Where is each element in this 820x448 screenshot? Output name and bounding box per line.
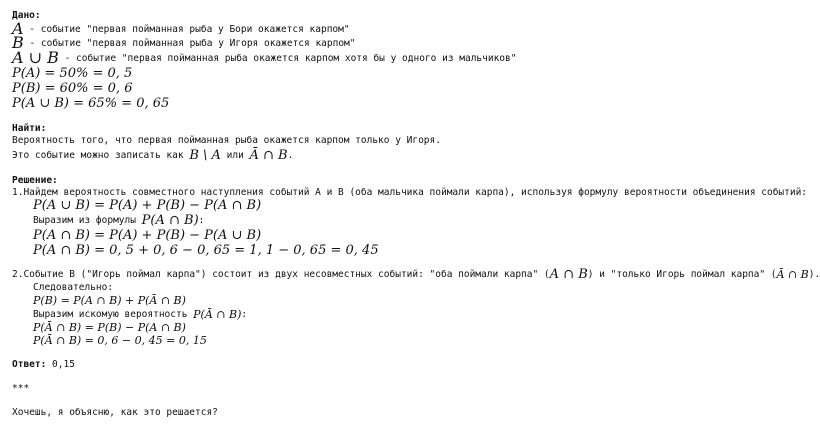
step2-text-a: Событие B ("Игорь поймал карпа") состоит из двух несовместных событий: "оба поймали карпа" ( <box>23 268 550 280</box>
event-a-text: - событие "первая пойманная рыба у Бори окажется карпом" <box>23 23 350 35</box>
step2-number: 2. <box>12 268 24 280</box>
step2-express-expr: P(Ā ∩ B) <box>193 307 242 321</box>
given-prob-a: P(A) = 50% = 0, 5 <box>12 66 133 81</box>
separator: *** <box>12 383 30 394</box>
answer-value: 0,15 <box>46 359 75 370</box>
step1-formula1: P(A ∪ B) = P(A) + P(B) − P(A ∩ B) <box>33 198 262 213</box>
step1-formula3: P(A ∩ B) = 0, 5 + 0, 6 − 0, 65 = 1, 1 − 0, 65 = 0, 45 <box>33 243 379 258</box>
find-line2 <box>12 147 792 163</box>
step1-express-end: : <box>198 215 205 226</box>
event-union-text: - событие "первая пойманная рыба окажется карпом хотя бы у одного из мальчиков" <box>58 52 517 64</box>
find-expr-intersection: Ā ∩ B <box>249 147 288 163</box>
step2-formula3: P(Ā ∩ B) = 0, 6 − 0, 45 = 0, 15 <box>33 334 207 347</box>
given-prob-b: P(B) = 60% = 0, 6 <box>12 81 133 96</box>
step2-expr-a: A ∩ B <box>549 266 588 282</box>
find-expr-difference: B \ A <box>189 147 221 163</box>
given-event-union <box>12 50 792 66</box>
step2-text-b: ) и "только Игорь поймал карпа" ( <box>587 268 777 280</box>
find-line2-text: Это событие можно записать как <box>12 149 190 161</box>
event-b-symbol: B <box>12 33 24 52</box>
given-prob-union: P(A ∪ B) = 65% = 0, 65 <box>12 96 170 111</box>
follow-up-question: Хочешь, я объясню, как это решается? <box>12 407 218 418</box>
step2-formula1: P(B) = P(A ∩ B) + P(Ā ∩ B) <box>33 294 186 307</box>
step1-line <box>12 187 808 198</box>
find-heading: Найти: <box>12 123 47 134</box>
answer-line <box>12 359 792 371</box>
solution-heading: Решение: <box>12 175 58 186</box>
solution-document <box>12 10 820 419</box>
event-a-symbol: A <box>12 19 24 38</box>
step2-hence: Следовательно: <box>33 282 114 293</box>
step1-express <box>33 213 792 228</box>
step2-express-end: : <box>241 308 248 320</box>
step2-express-text: Выразим искомую вероятность <box>33 308 194 320</box>
step2-text-c: ). <box>808 268 820 280</box>
step1-text: Найдем вероятность совместного наступления событий A и B (оба мальчика поймали карпа), используя формулу вероятности объединения событий: <box>23 187 808 198</box>
event-b-text: - событие "первая пойманная рыба у Игоря окажется карпом" <box>23 37 356 49</box>
given-heading: Дано: <box>12 10 41 21</box>
step2-formula2: P(Ā ∩ B) = P(B) − P(A ∩ B) <box>33 321 186 334</box>
step1-express-expr: P(A ∩ B) <box>141 213 199 228</box>
event-union-symbol: A ∪ B <box>12 48 59 67</box>
find-line1: Вероятность того, что первая пойманная рыба окажется карпом только у Игоря. <box>12 135 441 146</box>
step2-expr-b: Ā ∩ B <box>776 267 809 281</box>
answer-label: Ответ: <box>12 359 47 370</box>
step2-line <box>12 266 820 282</box>
given-event-a <box>12 19 792 38</box>
given-event-b <box>12 33 792 52</box>
step2-express <box>33 307 792 321</box>
step1-number: 1. <box>12 187 24 198</box>
step1-formula2: P(A ∩ B) = P(A) + P(B) − P(A ∪ B) <box>33 228 262 243</box>
find-line2-or: или <box>220 149 250 161</box>
find-line2-end: . <box>287 149 294 161</box>
step1-express-text: Выразим из формулы <box>33 215 142 226</box>
